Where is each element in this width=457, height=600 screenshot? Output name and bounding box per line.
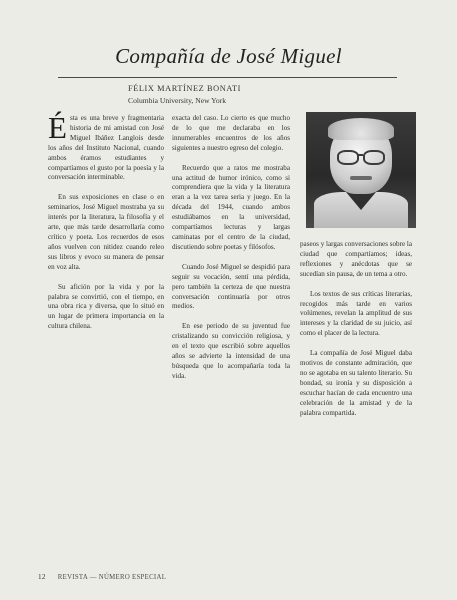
column-1-paragraph xyxy=(48,110,164,183)
author-name: FÉLIX MARTÍNEZ BONATI xyxy=(128,84,242,93)
portrait-mouth xyxy=(350,176,372,180)
column-2-paragraph: En ese periodo de su juventud fue cristalizando su convicción religiosa, y en el texto que escribió sobre aquellos años se advierte la intensidad de una búsqueda que lo acompañaría toda la vida. xyxy=(172,322,290,380)
portrait-hair xyxy=(328,118,394,140)
column-3-paragraph: Los textos de sus críticas literarias, recogidos más tarde en varios volúmenes, revelan la amplitud de sus intereses y la claridad de su juicio, así como el placer de la lectura. xyxy=(300,289,412,338)
text-column-3 xyxy=(300,240,412,419)
text-column-2 xyxy=(172,114,290,382)
article-title: Compañía de José Miguel xyxy=(115,44,342,68)
column-2-paragraph: exacta del caso. Lo cierto es que mucho de lo que me declaraba en los innumerables encuentros de los años siguientes a nuestro egreso del colegio. xyxy=(172,114,290,152)
author-affiliation: Columbia University, New York xyxy=(128,96,227,105)
author-portrait-photo xyxy=(306,112,416,228)
paragraph-text: sta es una breve y fragmentaria historia de mi amistad con José Miguel Ibáñez Langlois desde los años del Instituto Nacional, cuando ambos éramos estudiantes y compartíamos el gusto por la poesía y la conversación interminable. xyxy=(48,114,164,182)
text-column-1 xyxy=(48,110,164,332)
column-1-paragraph: En sus exposiciones en clase o en seminarios, José Miguel mostraba ya su interés por la literatura, la filosofía y el arte, que más tarde desarrollaría como crítico y poeta. Los recuerdos de esos años vuelven con nitidez cuando releo sus libros y evoco su manera de pensar en voz alta. xyxy=(48,193,164,271)
title-divider xyxy=(58,77,397,78)
journal-name: REVISTA — NÚMERO ESPECIAL xyxy=(57,574,167,581)
portrait-glasses-right xyxy=(363,150,385,165)
portrait-glasses-left xyxy=(337,150,359,165)
page-footer xyxy=(38,573,166,581)
column-1-paragraph: Su afición por la vida y por la palabra se convirtió, con el tiempo, en una obra rica y diversa, que lo situó en un lugar de primera importancia en la cultura chilena. xyxy=(48,282,164,331)
column-2-paragraph: Cuando José Miguel se despidió para seguir su vocación, sentí una pérdida, pero también la certeza de que nuestra conversación continuaría por otros medios. xyxy=(172,262,290,311)
column-2-paragraph: Recuerdo que a ratos me mostraba una actitud de humor irónico, como si comprendiera que la vida y la literatura eran a la vez tarea seria y juego. En la década del 1944, cuando ambos estudiábamos en la universidad, compartíamos lecturas y largas caminatas por el centro de la ciudad, discutiendo sobre poetas y filósofos. xyxy=(172,163,290,251)
page-number: 12 xyxy=(38,573,46,581)
portrait-glasses-bridge xyxy=(357,154,363,156)
column-3-paragraph: La compañía de José Miguel daba motivos de constante admiración, que no se agotaba en su talento literario. Su bondad, su ironía y su disposición a escuchar hacían de cada encuentro una celebración de la amistad y de la palabra compartida. xyxy=(300,349,412,417)
column-3-paragraph: paseos y largas conversaciones sobre la ciudad que compartíamos; ideas, reflexiones y anécdotas que se sucedían sin pausa, de un tema a otro. xyxy=(300,240,412,278)
drop-cap: É xyxy=(48,110,67,145)
